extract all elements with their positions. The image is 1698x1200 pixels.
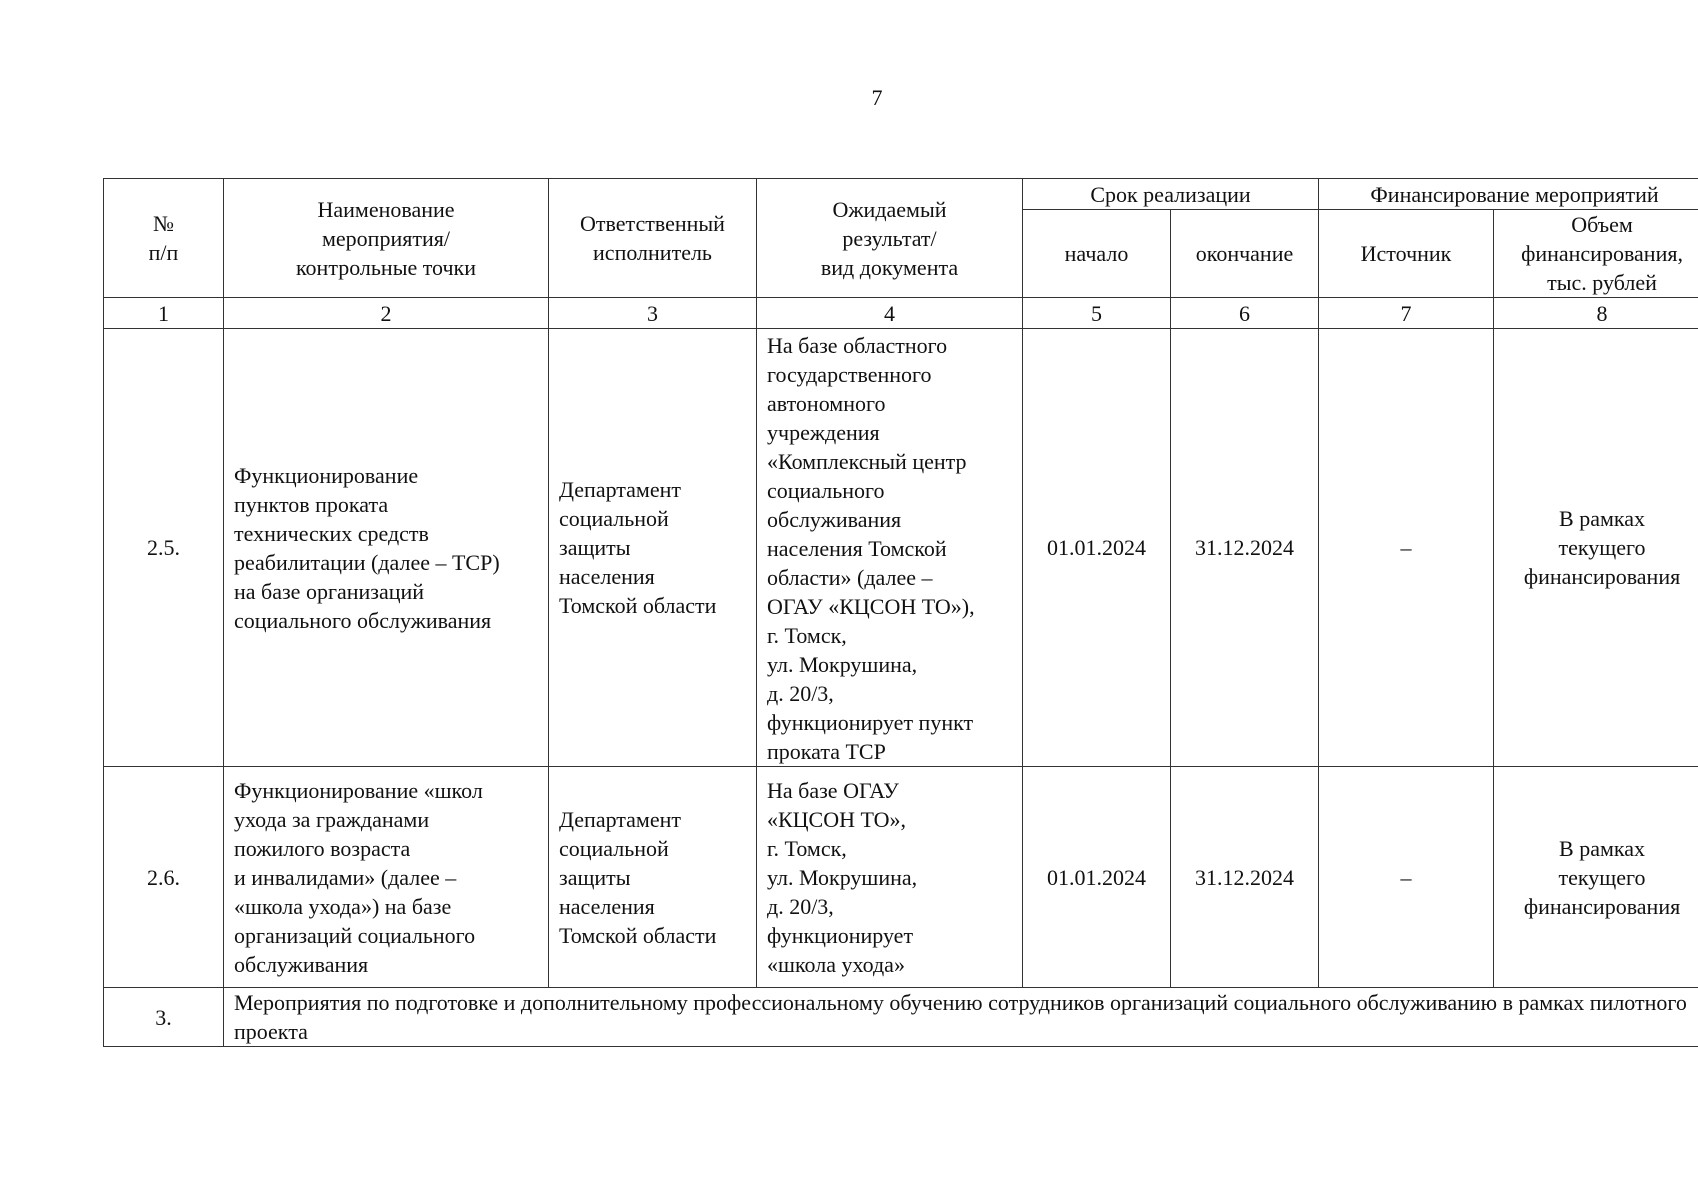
row-number: 2.6. bbox=[104, 767, 224, 988]
financing-volume: В рамках текущего финансирования bbox=[1494, 329, 1698, 767]
table-row bbox=[104, 767, 1698, 988]
expected-result: На базе областного государственного автономного учреждения «Комплексный центр социального обслуживания населения Томской области» (далее – ОГАУ «КЦСОН ТО»), г. Томск, ул. Мокрушина, д. 20/3, функционирует пункт проката ТСР bbox=[757, 329, 1023, 767]
financing-volume: В рамках текущего финансирования bbox=[1494, 767, 1698, 988]
header-implementation-period: Срок реализации bbox=[1023, 179, 1319, 210]
end-date: 31.12.2024 bbox=[1171, 329, 1319, 767]
column-numbers-row bbox=[104, 298, 1698, 329]
section-row bbox=[104, 988, 1698, 1047]
column-number: 4 bbox=[757, 298, 1023, 329]
header-end: окончание bbox=[1171, 210, 1319, 298]
header-responsible: Ответственный исполнитель bbox=[549, 179, 757, 298]
section-title: Мероприятия по подготовке и дополнительному профессиональному обучению сотрудников организаций социального обслуживанию в рамках пилотного проекта bbox=[224, 988, 1698, 1047]
column-number: 3 bbox=[549, 298, 757, 329]
header-volume: Объем финансирования, тыс. рублей bbox=[1494, 210, 1698, 298]
column-number: 6 bbox=[1171, 298, 1319, 329]
expected-result: На базе ОГАУ «КЦСОН ТО», г. Томск, ул. Мокрушина, д. 20/3, функционирует «школа ухода» bbox=[757, 767, 1023, 988]
responsible-executor: Департамент социальной защиты населения Томской области bbox=[549, 329, 757, 767]
header-row-1 bbox=[104, 179, 1698, 210]
column-number: 7 bbox=[1319, 298, 1494, 329]
column-number: 5 bbox=[1023, 298, 1171, 329]
table-row bbox=[104, 329, 1698, 767]
financing-source: – bbox=[1319, 329, 1494, 767]
header-number: № п/п bbox=[104, 179, 224, 298]
activities-table bbox=[103, 178, 1698, 1047]
column-number: 8 bbox=[1494, 298, 1698, 329]
row-number: 2.5. bbox=[104, 329, 224, 767]
end-date: 31.12.2024 bbox=[1171, 767, 1319, 988]
header-activity-name: Наименование мероприятия/ контрольные точки bbox=[224, 179, 549, 298]
section-number: 3. bbox=[104, 988, 224, 1047]
column-number: 2 bbox=[224, 298, 549, 329]
column-number: 1 bbox=[104, 298, 224, 329]
start-date: 01.01.2024 bbox=[1023, 329, 1171, 767]
header-financing: Финансирование мероприятий bbox=[1319, 179, 1698, 210]
activity-name: Функционирование «школ ухода за гражданами пожилого возраста и инвалидами» (далее – «школа ухода») на базе организаций социального обслуживания bbox=[224, 767, 549, 988]
page-number: 7 bbox=[871, 85, 883, 110]
start-date: 01.01.2024 bbox=[1023, 767, 1171, 988]
header-expected-result: Ожидаемый результат/ вид документа bbox=[757, 179, 1023, 298]
header-source: Источник bbox=[1319, 210, 1494, 298]
financing-source: – bbox=[1319, 767, 1494, 988]
header-start: начало bbox=[1023, 210, 1171, 298]
activity-name: Функционирование пунктов проката технических средств реабилитации (далее – ТСР) на базе организаций социального обслуживания bbox=[224, 329, 549, 767]
responsible-executor: Департамент социальной защиты населения Томской области bbox=[549, 767, 757, 988]
